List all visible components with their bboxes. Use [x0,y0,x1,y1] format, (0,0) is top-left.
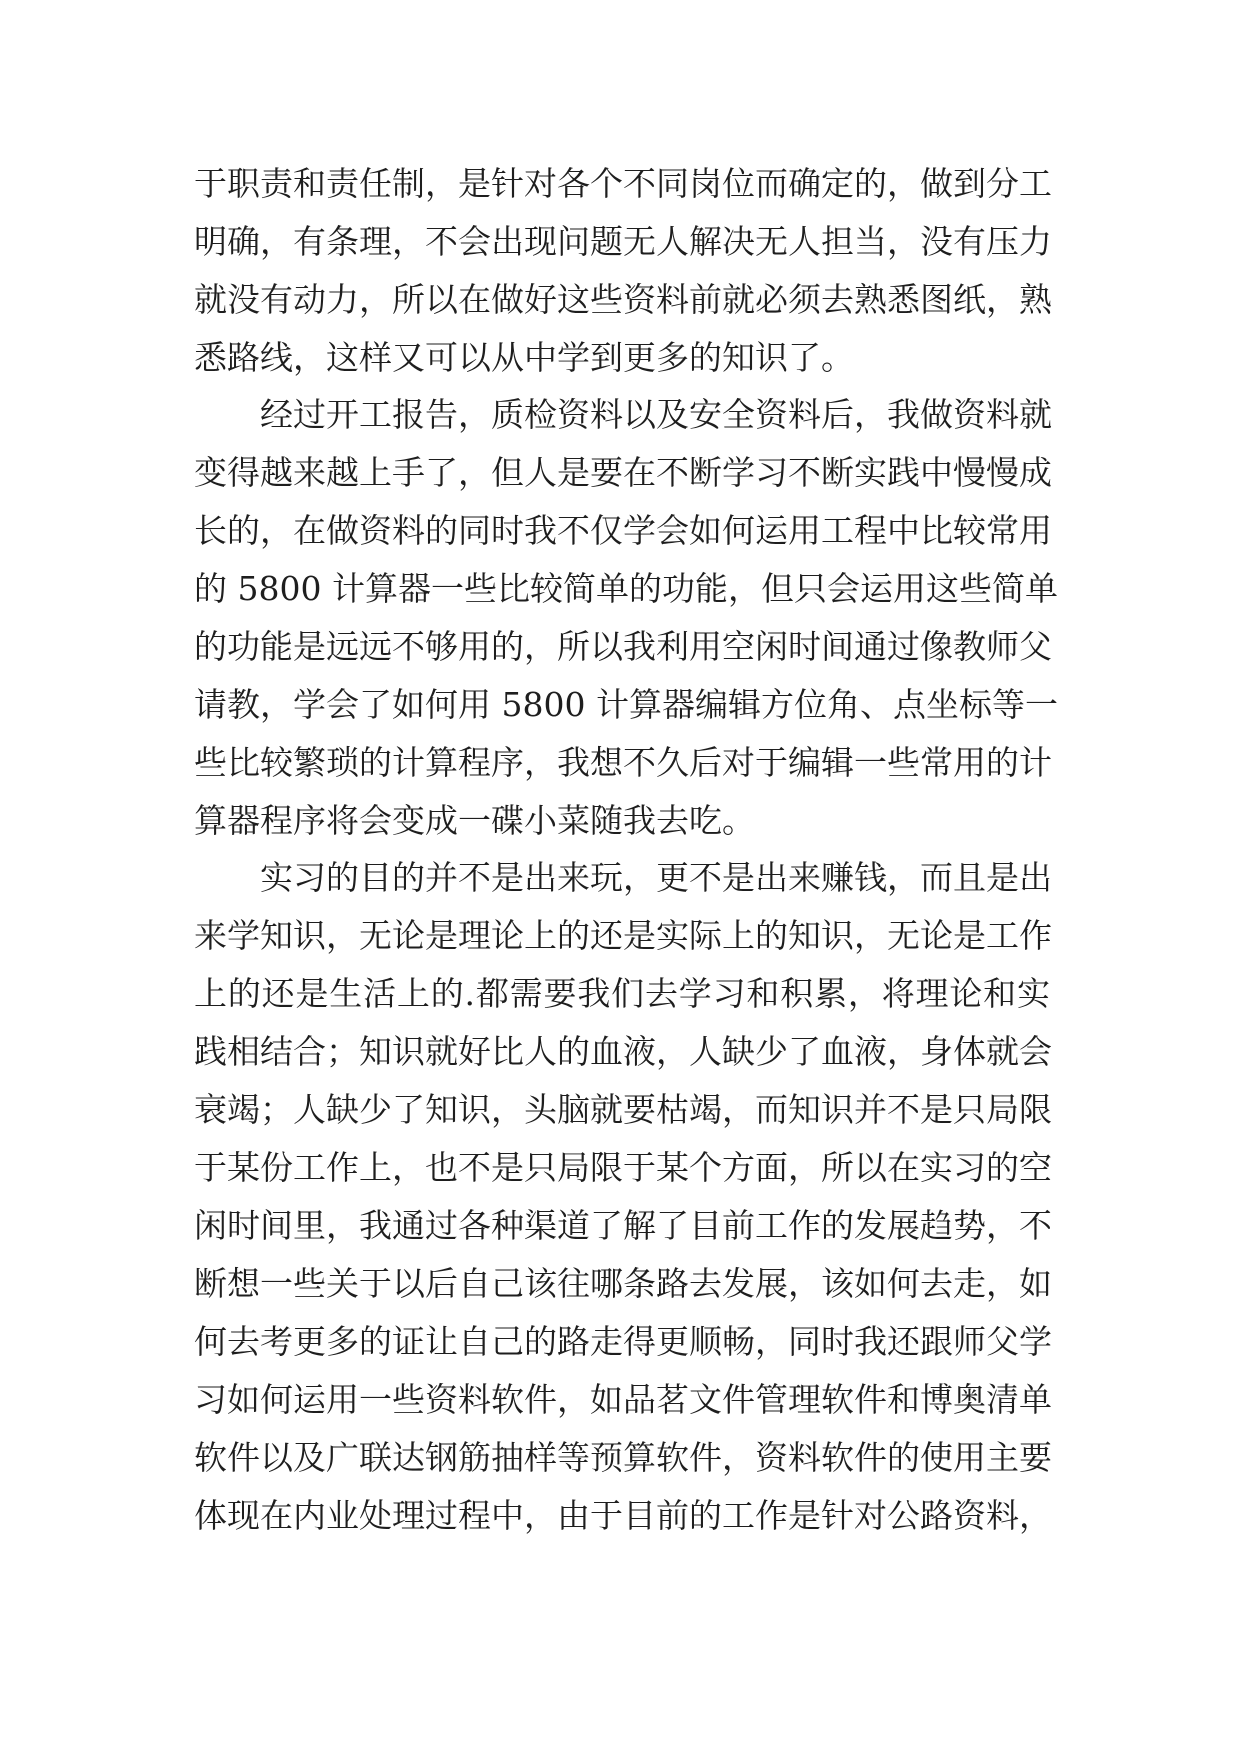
text-line: 请教，学会了如何用 5800 计算器编辑方位角、点坐标等一 [194,685,1058,724]
text-line: 来学知识，无论是理论上的还是实际上的知识，无论是工作 [194,916,1052,955]
text-line: 变得越来越上手了，但人是要在不断学习不断实践中慢慢成 [194,453,1052,492]
text-line: 于职责和责任制，是针对各个不同岗位而确定的，做到分工 [194,164,1052,203]
text-line: 些比较繁琐的计算程序，我想不久后对于编辑一些常用的计 [194,743,1052,782]
text-line: 长的，在做资料的同时我不仅学会如何运用工程中比较常用 [194,511,1052,550]
text-line: 实习的目的并不是出来玩，更不是出来赚钱，而且是出 [260,858,1052,897]
text-line: 算器程序将会变成一碟小菜随我去吃。 [194,801,755,840]
text-line: 践相结合；知识就好比人的血液，人缺少了血液，身体就会 [194,1032,1052,1071]
text-line: 体现在内业处理过程中，由于目前的工作是针对公路资料， [194,1496,1052,1535]
text-line: 闲时间里，我通过各种渠道了解了目前工作的发展趋势，不 [194,1206,1052,1245]
text-line: 的功能是远远不够用的，所以我利用空闲时间通过像教师父 [194,627,1052,666]
text-line: 明确，有条理，不会出现问题无人解决无人担当，没有压力 [194,222,1052,261]
text-line: 何去考更多的证让自己的路走得更顺畅，同时我还跟师父学 [194,1322,1052,1361]
text-line: 软件以及广联达钢筋抽样等预算软件，资料软件的使用主要 [194,1438,1052,1477]
text-line: 上的还是生活上的.都需要我们去学习和积累，将理论和实 [194,974,1050,1013]
text-line: 断想一些关于以后自己该往哪条路去发展，该如何去走，如 [194,1264,1052,1303]
text-line: 经过开工报告，质检资料以及安全资料后，我做资料就 [260,395,1052,434]
text-line: 于某份工作上，也不是只局限于某个方面，所以在实习的空 [194,1148,1052,1187]
text-line: 衰竭；人缺少了知识，头脑就要枯竭，而知识并不是只局限 [194,1090,1052,1129]
text-line: 悉路线，这样又可以从中学到更多的知识了。 [194,338,854,377]
text-line: 的 5800 计算器一些比较简单的功能，但只会运用这些简单 [194,569,1058,608]
text-line: 习如何运用一些资料软件，如品茗文件管理软件和博奥清单 [194,1380,1052,1419]
text-line: 就没有动力，所以在做好这些资料前就必须去熟悉图纸，熟 [194,280,1052,319]
